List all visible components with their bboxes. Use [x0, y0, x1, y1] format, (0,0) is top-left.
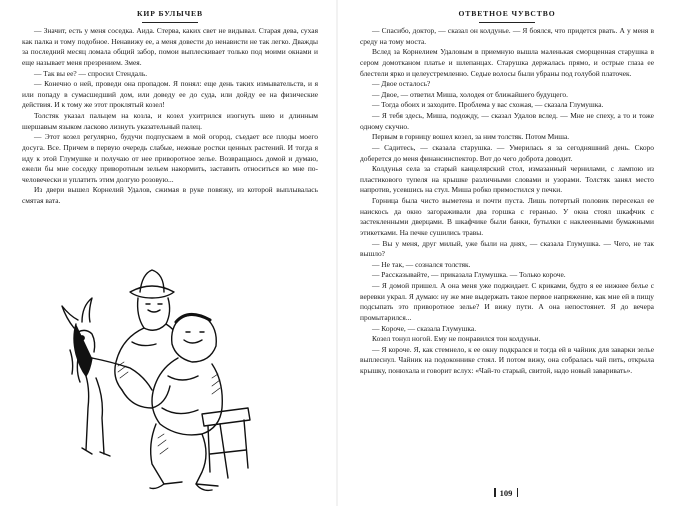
- right-paragraph: — Не так, — сознался толстяк.: [372, 259, 471, 269]
- right-paragraph: — Спасибо, доктор, — сказал он колдунье. — Я боялся, что придется рвать. А у меня в среду на тому моста.: [360, 26, 654, 46]
- left-paragraph: Из двери вышел Корнелий Удалов, сжимая в руке повязку, из которой выплывалась смятая вата.: [22, 185, 318, 205]
- left-paragraph: — Так вы ее? — спросил Стендаль.: [34, 68, 148, 78]
- left-paragraph: — Конечно о ней, проведи она пропадом. Я понял: еще день таких измывательств, и я или попаду в сумасшедший дом, или доведу ее до суда, или дойду ее на физические действия. И к тому же этот проклятый козел!: [22, 79, 318, 110]
- right-paragraph: Горница была чисто выметена и почти пуста. Лишь потертый половик пересекал ее наискось да окно загораживали два горшка с геранью. У окна стоял шкафчик с застекленными дверцами. В шкафчике были банки, бутылки с наклеенными бумажными этикетками. На печке сушились травы.: [360, 196, 654, 237]
- folio-bar-right: [517, 488, 519, 497]
- right-paragraph: — Вы у меня, друг милый, уже были на днях, — сказала Глумушка. — Чего, не так вышло?: [360, 238, 654, 259]
- goat-figure: [62, 298, 152, 456]
- right-paragraph: Козел тонул ногой. Ему не понравился тон колдуньи.: [372, 334, 541, 344]
- right-paragraph: Первым в горницу вошел козел, за ним толстяк. Потом Миша.: [372, 132, 570, 142]
- right-paragraph: — Рассказывайте, — приказала Глумушка. — Только короче.: [372, 270, 566, 280]
- left-paragraph: — Этот козел регулярно, будучи подпускаем в мой огород, съедает все плоды моего досуга. Все. Причем в первую очередь слабые, нежные ростки ценных растений. И тогда я иду к этой Глумушке и получаю от нее приворотное зелье. Возвращаюсь домой и думаю, ежели бы мне соседку приворотным зельем накормить, заставить относиться ко мне по-человечески и уплатить этим долгую розовую...: [22, 132, 318, 184]
- page-number: [338, 488, 674, 498]
- right-paragraph: — Короче, — сказала Глумушка.: [372, 323, 477, 333]
- right-body-text: [360, 26, 654, 377]
- right-paragraph: Колдунья села за старый канцелярский стол, измазанный чернилами, с лампою из пластикового тупеля на крышке различными словами и узорами. Толстяк занял место напротив, усевшись на стул. Миша робко примостился у печки.: [360, 164, 654, 195]
- right-paragraph: — Я тебя здесь, Миша, подожду, — сказал Удалов вслед. — Мне не спеху, а то и тоже одному скучно.: [360, 111, 654, 131]
- left-head-rule: [142, 22, 198, 23]
- illustration-drawing: [52, 258, 262, 498]
- folio-bar-left: [494, 488, 496, 497]
- left-running-head: КИР БУЛЫЧЕВ: [137, 9, 203, 18]
- right-paragraph: Вслед за Корнелием Удаловым в приемную вышла маленькая сморщенная старушка в сером домотканом платье и шлепанцах. Старушка держалась прямо, и острые глаза ее блестели ярко и целеустремленно. Седые волосы были убраны под голубой платочек.: [360, 47, 654, 78]
- left-page: [0, 0, 336, 506]
- left-paragraph: Толстяк указал пальцем на козла, и козел ухитрился изогнуть шею и длинным шершавым языком ласково лизнуть указательный палец.: [22, 111, 318, 131]
- left-body-text: [22, 26, 318, 207]
- right-paragraph: — Садитесь, — сказала старушка. — Умерилась я за сегодняшний день. Скоро доберется до меня финансинспектор. Вот до чего доброта доводит.: [360, 142, 654, 163]
- left-paragraph: — Значит, есть у меня соседка. Аида. Стерва, каких свет не видывал. Старая дева, сухая как палка и тому подобное. Ненавижу ее, а меня довести до ненависти не так легко. Дважды за последний месяц ломала общий забор, помои выплескивает только под моими окнами и еще называет меня презрением. Змея.: [22, 26, 318, 67]
- stool: [202, 408, 250, 478]
- right-paragraph: — Двое, — ответил Миша, холодея от ближайшего будущего.: [372, 89, 569, 99]
- page-number-text: 109: [499, 488, 513, 498]
- right-head-rule: [479, 22, 535, 23]
- right-paragraph: — Двое осталось?: [372, 79, 431, 89]
- right-paragraph: — Тогда обоих и заходите. Проблема у вас схожая, — сказала Глумушка.: [372, 100, 604, 110]
- right-paragraph: — Я короче. Я, как стемнело, к ее окну подкрался и тогда ей в чайник для заварки зелье выплеснул. Чайник на подоконнике стоял. И потом вижу, она собралась чай пить, открыла крышку, понюхала и говорит вслух: «Чай-то старый, свитой, надо новый заваривать».: [360, 344, 654, 375]
- right-running-head: ОТВЕТНОЕ ЧУВСТВО: [458, 9, 556, 18]
- right-paragraph: — Я домой пришел. А она меня уже поджидает. С криками, будто я ее нижнее белье с веревки украл. Я думаю: ну же мне выдержать такое первое напряжение, как мне ей в пищу подсыпать это приворотное зелье? И вижу пути. А она непостоянет. Я до вечера промытарился...: [360, 281, 654, 322]
- right-page: [338, 0, 674, 506]
- ink-illustration: [52, 258, 262, 498]
